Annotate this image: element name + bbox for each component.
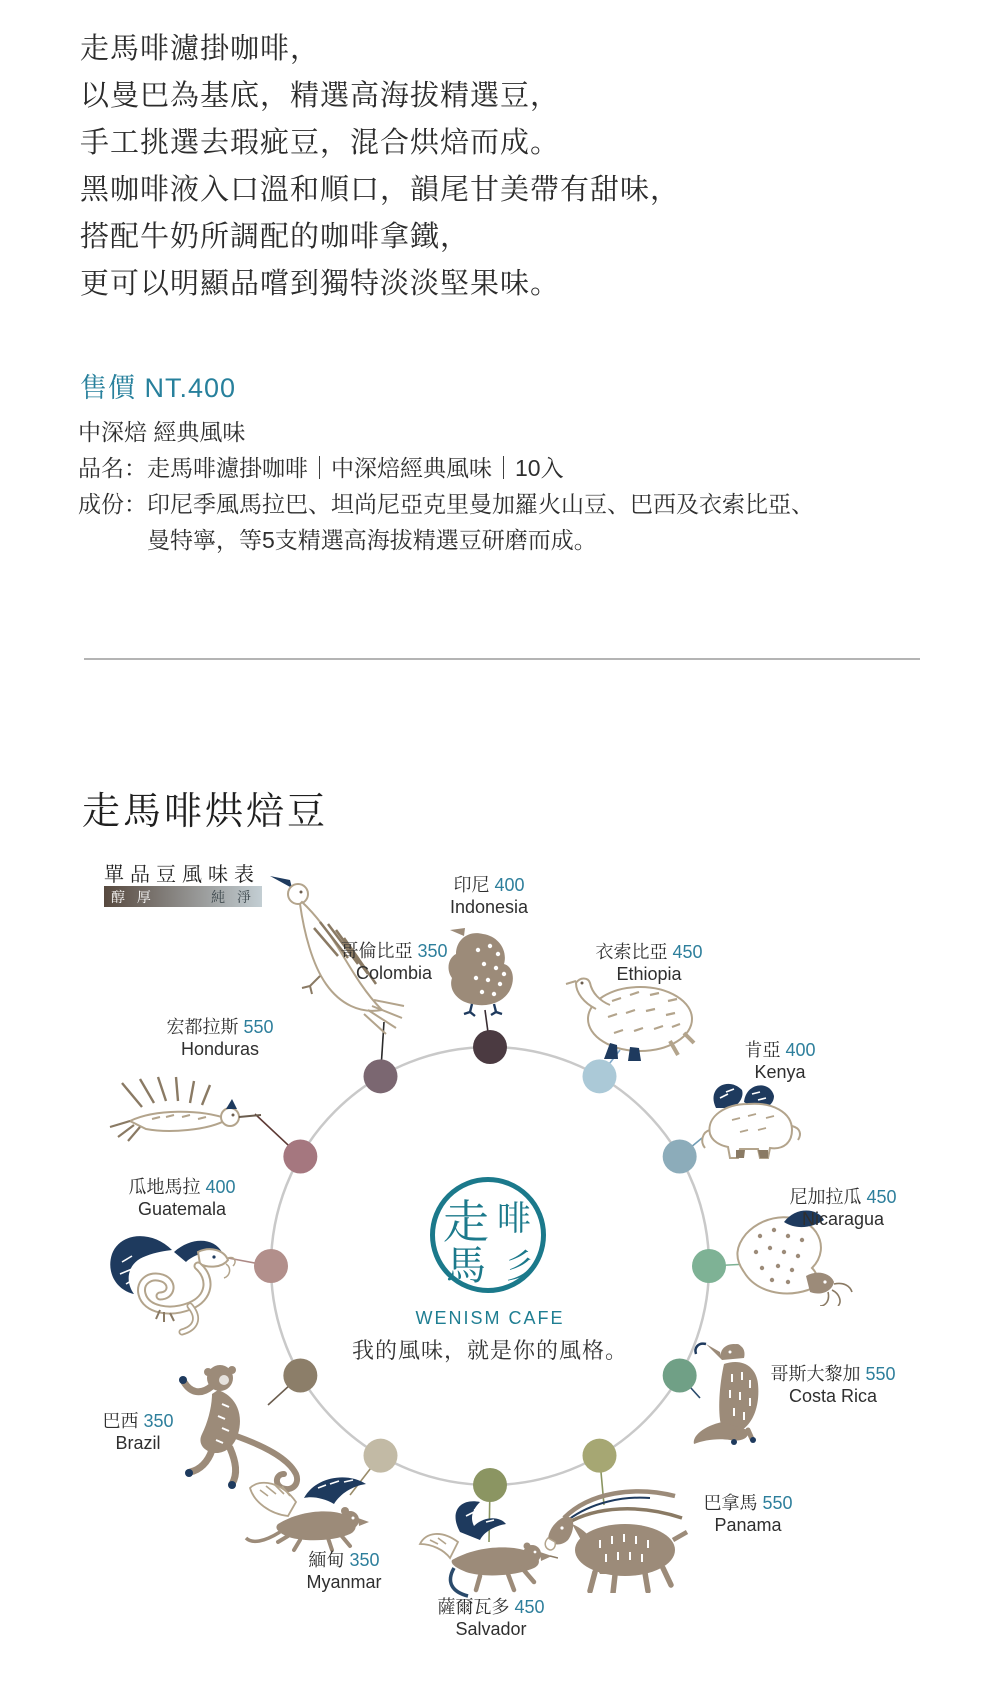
intro-paragraph xyxy=(80,26,680,308)
label-costa-rica: 哥斯大黎加 550 Costa Rica xyxy=(770,1364,896,1406)
dot-guatemala xyxy=(254,1249,288,1283)
dot-honduras xyxy=(283,1140,317,1174)
brand-name: WENISM CAFE xyxy=(415,1308,565,1328)
ingredients-line-1: 成份：印尼季風馬拉巴、坦尚尼亞克里曼加羅火山豆、巴西及衣索比亞、 xyxy=(78,491,814,517)
legend-title: 單品豆風味表 xyxy=(104,864,260,886)
seal-character: 彡 xyxy=(503,1249,537,1286)
hummingbird-illustration xyxy=(108,1075,263,1145)
winged-weasel-illustration xyxy=(418,1498,558,1598)
intro-line: 搭配牛奶所調配的咖啡拿鐵， xyxy=(80,221,471,253)
seal-character: 馬 xyxy=(446,1243,486,1288)
winged-elephant-illustration xyxy=(692,1072,810,1162)
ingredients-line-2: 曼特寧，等5支精選高海拔精選豆研磨而成。 xyxy=(147,527,597,553)
dot-colombia xyxy=(364,1059,398,1093)
intro-line: 以曼巴為基底，精選高海拔精選豆， xyxy=(80,80,561,112)
rooster-illustration xyxy=(438,922,528,1017)
label-salvador: 薩爾瓦多 450 Salvador xyxy=(437,1597,545,1639)
label-myanmar: 緬甸 350 Myanmar xyxy=(306,1550,382,1592)
flying-rat-illustration xyxy=(244,1472,394,1557)
brand-tagline: 我的風味，就是你的風格。 xyxy=(351,1338,629,1363)
product-name-line: 品名：走馬啡濾掛咖啡｜中深焙經典風味｜10入 xyxy=(78,455,564,481)
tortoise-illustration xyxy=(556,975,704,1065)
dot-myanmar xyxy=(364,1439,398,1473)
dot-nicaragua xyxy=(692,1249,726,1283)
label-ethiopia: 衣索比亞 450 Ethiopia xyxy=(595,942,703,984)
section-divider xyxy=(84,658,920,660)
seal-character: 啡 xyxy=(497,1201,531,1238)
label-nicaragua: 尼加拉瓜 450 Nicaragua xyxy=(789,1187,897,1229)
label-brazil: 巴西 350 Brazil xyxy=(102,1411,174,1453)
dot-salvador xyxy=(473,1468,507,1502)
section-title: 走馬啡烘焙豆 xyxy=(82,791,329,833)
flavor-scale-bar xyxy=(104,886,262,907)
intro-line: 更可以明顯品嚐到獨特淡淡堅果味。 xyxy=(80,268,561,300)
roast-line: 中深焙 經典風味 xyxy=(78,419,246,445)
dot-indonesia xyxy=(473,1030,507,1064)
label-panama: 巴拿馬 550 Panama xyxy=(703,1493,793,1535)
intro-line: 走馬啡濾掛咖啡， xyxy=(80,33,321,65)
intro-line: 手工挑選去瑕疵豆，混合烘焙而成。 xyxy=(80,127,561,159)
scale-right-label: 純 淨 xyxy=(211,888,255,905)
seal-character: 走 xyxy=(443,1197,489,1248)
scale-left-label: 醇 厚 xyxy=(111,888,155,905)
label-indonesia: 印尼 400 Indonesia xyxy=(449,875,529,917)
label-colombia: 哥倫比亞 350 Colombia xyxy=(340,941,448,983)
label-kenya: 肯亞 400 Kenya xyxy=(744,1040,816,1082)
dragon-illustration xyxy=(102,1222,237,1337)
intro-line: 黑咖啡液入口溫和順口，韻尾甘美帶有甜味， xyxy=(80,174,681,206)
dot-panama xyxy=(583,1439,617,1473)
product-details xyxy=(78,414,814,558)
price-label: 售價 NT.400 xyxy=(80,373,237,403)
monkey-illustration xyxy=(172,1352,317,1492)
goat-illustration xyxy=(540,1478,695,1593)
label-honduras: 宏都拉斯 550 Honduras xyxy=(166,1017,274,1059)
label-guatemala: 瓜地馬拉 400 Guatemala xyxy=(128,1177,236,1219)
